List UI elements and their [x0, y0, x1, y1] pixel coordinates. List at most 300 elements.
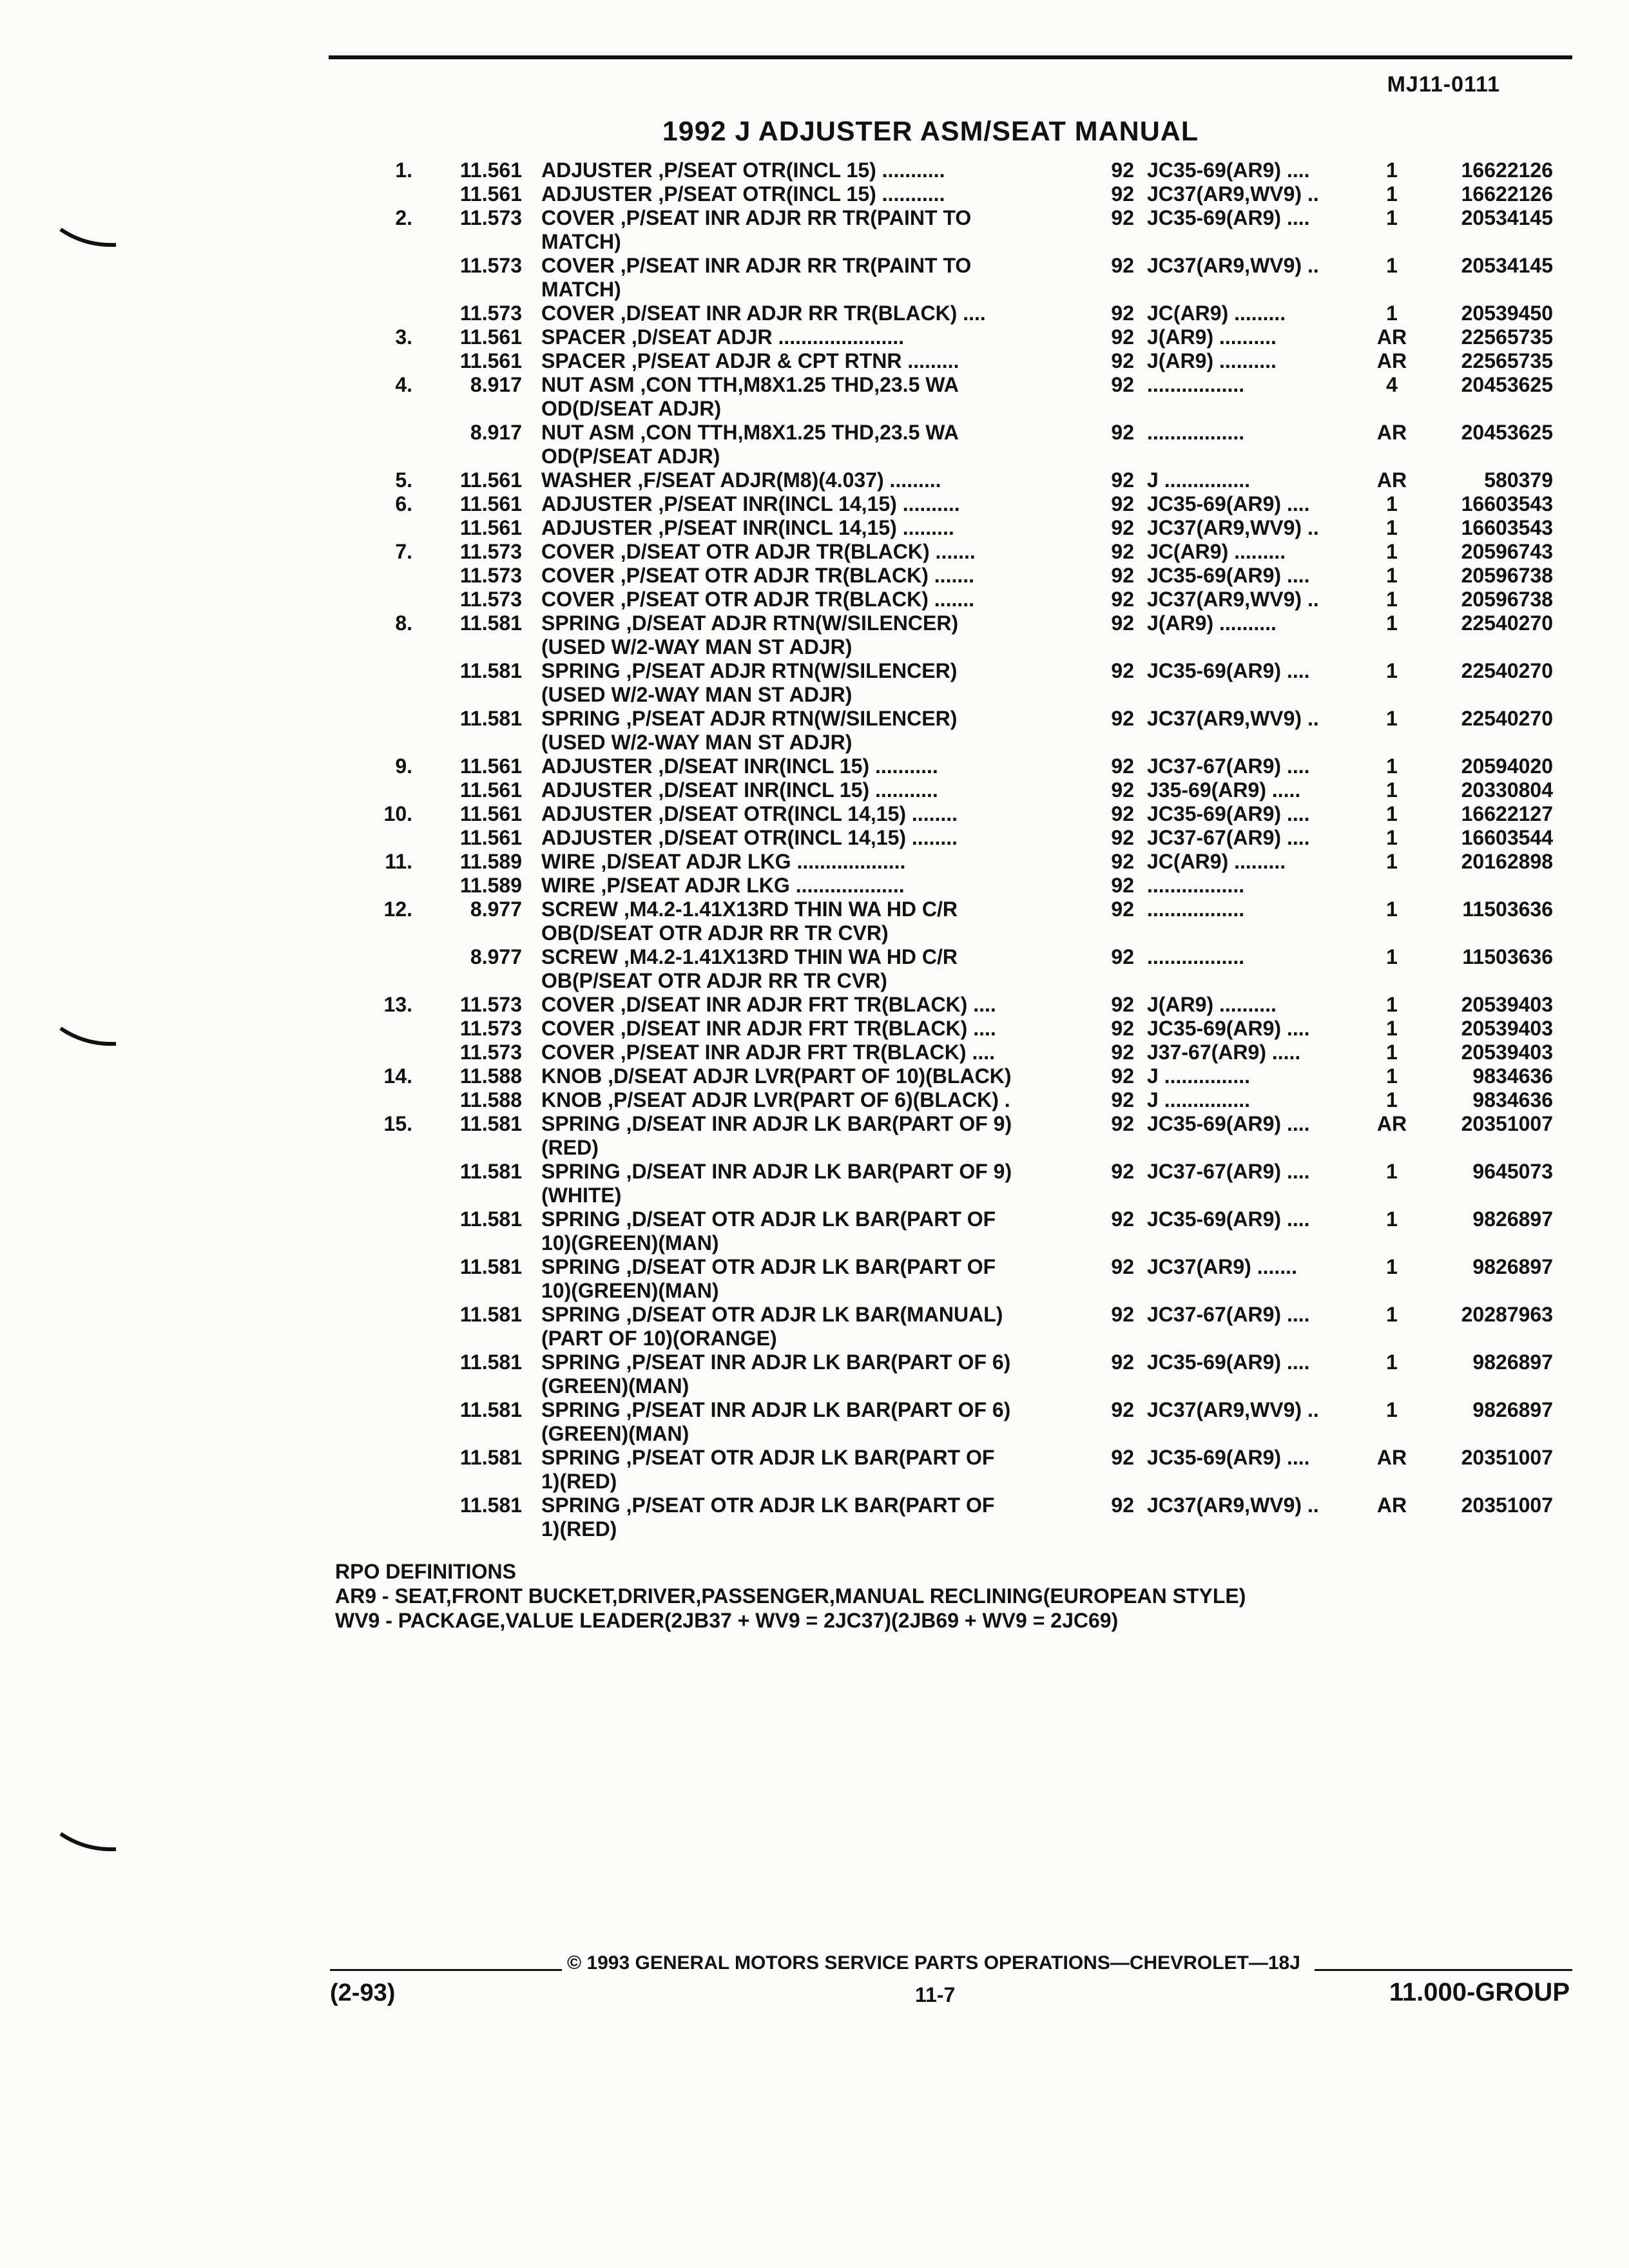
- part-name: SPRING: [541, 611, 621, 635]
- part-name: WIRE: [541, 874, 595, 897]
- footer-copyright: © 1993 GENERAL MOTORS SERVICE PARTS OPERATIONS—CHEVROLET—18J: [567, 1952, 1300, 1974]
- part-number: 16622126: [1461, 182, 1553, 206]
- quantity: 1: [1386, 254, 1398, 277]
- quantity: 1: [1386, 826, 1398, 849]
- part-number: 9826897: [1472, 1207, 1553, 1231]
- parts-table: [354, 159, 1553, 1541]
- part-desc-text: ,P/SEAT OTR ADJR LK BAR(PART OF: [626, 1446, 995, 1469]
- group-number: 8.917: [470, 421, 522, 444]
- part-number: 20596738: [1461, 564, 1553, 587]
- part-name: WIRE: [541, 850, 595, 873]
- part-desc-text: ,P/SEAT ADJR & CPT RTNR .........: [631, 349, 959, 372]
- table-row: [354, 421, 1553, 468]
- quantity: 4: [1386, 373, 1398, 396]
- table-row: [354, 1088, 1553, 1112]
- part-desc-text: ,P/SEAT ADJR RTN(W/SILENCER): [626, 659, 958, 682]
- group-number: 8.977: [470, 945, 522, 968]
- document-id: MJ11-0111: [1387, 72, 1500, 97]
- part-name: SPRING: [541, 1207, 621, 1231]
- group-number: 11.588: [459, 1088, 522, 1111]
- model-year: 92: [1111, 1041, 1134, 1064]
- quantity: 1: [1386, 516, 1398, 539]
- part-name: SPRING: [541, 659, 621, 682]
- part-desc-text: ,D/SEAT INR ADJR RR TR(BLACK) ....: [620, 302, 986, 325]
- quantity: 1: [1386, 1303, 1398, 1326]
- model-year: 92: [1111, 802, 1134, 825]
- group-number: 11.561: [459, 492, 522, 515]
- group-number: 11.573: [459, 540, 522, 563]
- model-year: 92: [1111, 1350, 1134, 1374]
- description-continuation: 1)(RED): [541, 1470, 617, 1493]
- group-number: 11.561: [459, 468, 522, 492]
- group-number: 11.581: [459, 1494, 522, 1517]
- table-row: [354, 659, 1553, 707]
- group-number: 11.581: [459, 1398, 522, 1421]
- part-desc-text: ,P/SEAT INR ADJR RR TR(PAINT TO: [620, 254, 972, 277]
- model-year: 92: [1111, 945, 1134, 968]
- quantity: 1: [1386, 492, 1398, 515]
- model-code: JC37-67(AR9) ....: [1147, 826, 1310, 849]
- model-code: JC35-69(AR9) ....: [1147, 1112, 1310, 1135]
- model-year: 92: [1111, 302, 1134, 325]
- quantity: 1: [1386, 659, 1398, 682]
- quantity: 1: [1386, 945, 1398, 968]
- group-number: 11.573: [459, 588, 522, 611]
- table-row: [354, 516, 1553, 540]
- quantity: AR: [1376, 1446, 1407, 1469]
- description-continuation: OD(D/SEAT ADJR): [541, 397, 722, 420]
- model-code: J(AR9) ..........: [1147, 349, 1277, 372]
- model-year: 92: [1111, 1088, 1134, 1111]
- part-desc-text: ,D/SEAT INR ADJR LK BAR(PART OF 9): [626, 1160, 1012, 1183]
- model-year: 92: [1111, 1446, 1134, 1469]
- model-code: JC35-69(AR9) ....: [1147, 206, 1310, 229]
- model-code: .................: [1147, 898, 1245, 921]
- part-number: 9645073: [1472, 1160, 1553, 1183]
- group-number: 11.573: [459, 993, 522, 1016]
- description-continuation: MATCH): [541, 278, 621, 301]
- part-desc-text: ,D/SEAT INR(INCL 15) ...........: [658, 778, 938, 802]
- model-year: 92: [1111, 516, 1134, 539]
- part-name: SPRING: [541, 1303, 621, 1326]
- table-row: [354, 1446, 1553, 1494]
- quantity: 1: [1386, 564, 1398, 587]
- quantity: 1: [1386, 802, 1398, 825]
- part-name: ADJUSTER: [541, 159, 653, 182]
- part-name: COVER: [541, 302, 615, 325]
- model-code: JC35-69(AR9) ....: [1147, 1350, 1310, 1374]
- model-code: JC37(AR9) .......: [1147, 1255, 1297, 1278]
- group-number: 11.581: [459, 1255, 522, 1278]
- part-number: 20287963: [1461, 1303, 1553, 1326]
- table-row: [354, 850, 1553, 874]
- model-year: 92: [1111, 325, 1134, 349]
- quantity: 1: [1386, 1064, 1398, 1088]
- description-continuation: OB(P/SEAT OTR ADJR RR TR CVR): [541, 969, 887, 992]
- rpo-definitions: [335, 1559, 1246, 1633]
- part-desc-text: ,D/SEAT OTR ADJR LK BAR(MANUAL): [626, 1303, 1003, 1326]
- item-number: 15.: [383, 1112, 412, 1135]
- table-row: [354, 588, 1553, 611]
- table-row: [354, 1207, 1553, 1255]
- description-continuation: (PART OF 10)(ORANGE): [541, 1327, 777, 1350]
- model-year: 92: [1111, 898, 1134, 921]
- model-code: JC35-69(AR9) ....: [1147, 159, 1310, 182]
- part-number: 20351007: [1461, 1112, 1553, 1135]
- group-number: 11.581: [459, 1207, 522, 1231]
- model-year: 92: [1111, 182, 1134, 206]
- group-number: 11.581: [459, 1446, 522, 1469]
- part-name: COVER: [541, 1017, 615, 1040]
- part-name: WASHER: [541, 468, 632, 492]
- footer-date-code: (2-93): [330, 1979, 396, 2006]
- model-code: J ...............: [1147, 1064, 1251, 1088]
- model-code: J(AR9) ..........: [1147, 993, 1277, 1016]
- binder-hole-mark: [59, 1024, 117, 1050]
- quantity: 1: [1386, 206, 1398, 229]
- quantity: 1: [1386, 850, 1398, 873]
- part-name: NUT ASM: [541, 373, 635, 396]
- item-number: 3.: [395, 325, 412, 349]
- model-year: 92: [1111, 492, 1134, 515]
- table-row: [354, 802, 1553, 826]
- table-row: [354, 1398, 1553, 1446]
- group-number: 11.561: [459, 802, 522, 825]
- part-name: SPRING: [541, 1160, 621, 1183]
- model-code: J(AR9) ..........: [1147, 325, 1277, 349]
- part-desc-text: ,D/SEAT OTR(INCL 14,15) ........: [658, 826, 958, 849]
- part-desc-text: ,P/SEAT OTR ADJR TR(BLACK) .......: [620, 564, 975, 587]
- rpo-line: AR9 - SEAT,FRONT BUCKET,DRIVER,PASSENGER,MANUAL RECLINING(EUROPEAN STYLE): [335, 1584, 1246, 1608]
- part-number: 11503636: [1462, 945, 1553, 968]
- item-number: 12.: [383, 898, 412, 921]
- model-year: 92: [1111, 707, 1134, 730]
- model-year: 92: [1111, 1017, 1134, 1040]
- part-number: 20539403: [1461, 993, 1553, 1016]
- part-desc-text: ,D/SEAT ADJR RTN(W/SILENCER): [626, 611, 959, 635]
- part-name: SPACER: [541, 325, 626, 349]
- part-name: COVER: [541, 564, 615, 587]
- part-desc-text: ,P/SEAT INR ADJR RR TR(PAINT TO: [620, 206, 972, 229]
- top-rule: [329, 55, 1572, 59]
- description-continuation: 1)(RED): [541, 1517, 617, 1541]
- group-number: 11.589: [459, 874, 522, 897]
- group-number: 11.561: [459, 159, 522, 182]
- quantity: 1: [1386, 1350, 1398, 1374]
- model-code: JC35-69(AR9) ....: [1147, 659, 1310, 682]
- model-year: 92: [1111, 206, 1134, 229]
- group-number: 8.917: [470, 373, 522, 396]
- table-row: [354, 1350, 1553, 1398]
- part-desc-text: ,D/SEAT OTR ADJR LK BAR(PART OF: [626, 1207, 996, 1231]
- quantity: AR: [1376, 468, 1407, 492]
- quantity: AR: [1376, 325, 1407, 349]
- part-name: ADJUSTER: [541, 516, 653, 539]
- group-number: 11.573: [459, 564, 522, 587]
- description-continuation: (USED W/2-WAY MAN ST ADJR): [541, 683, 853, 706]
- model-year: 92: [1111, 874, 1134, 897]
- part-name: SPRING: [541, 707, 621, 730]
- part-number: 20539450: [1461, 302, 1553, 325]
- part-number: 20351007: [1461, 1494, 1553, 1517]
- table-row: [354, 540, 1553, 564]
- part-number: 20351007: [1461, 1446, 1553, 1469]
- table-row: [354, 492, 1553, 516]
- quantity: 1: [1386, 302, 1398, 325]
- group-number: 11.573: [459, 1017, 522, 1040]
- table-row: [354, 349, 1553, 373]
- table-row: [354, 1255, 1553, 1303]
- group-number: 11.561: [459, 325, 522, 349]
- part-desc-text: ,D/SEAT OTR(INCL 14,15) ........: [658, 802, 958, 825]
- quantity: 1: [1386, 898, 1398, 921]
- part-number: 20596738: [1461, 588, 1553, 611]
- part-desc-text: ,P/SEAT ADJR RTN(W/SILENCER): [626, 707, 958, 730]
- part-desc-text: ,D/SEAT INR ADJR LK BAR(PART OF 9): [626, 1112, 1012, 1135]
- model-code: JC37-67(AR9) ....: [1147, 1303, 1310, 1326]
- model-code: JC35-69(AR9) ....: [1147, 802, 1310, 825]
- group-number: 11.581: [459, 1112, 522, 1135]
- part-number: 22565735: [1461, 349, 1553, 372]
- model-year: 92: [1111, 1303, 1134, 1326]
- item-number: 7.: [395, 540, 412, 563]
- model-year: 92: [1111, 1494, 1134, 1517]
- part-desc-text: ,D/SEAT INR ADJR FRT TR(BLACK) ....: [620, 993, 996, 1016]
- part-number: 20162898: [1461, 850, 1553, 873]
- part-name: COVER: [541, 993, 615, 1016]
- model-code: JC35-69(AR9) ....: [1147, 492, 1310, 515]
- part-number: 22540270: [1461, 707, 1553, 730]
- group-number: 11.573: [459, 206, 522, 229]
- model-code: .................: [1147, 421, 1245, 444]
- model-code: JC35-69(AR9) ....: [1147, 564, 1310, 587]
- quantity: 1: [1386, 993, 1398, 1016]
- part-desc-text: ,D/SEAT OTR ADJR LK BAR(PART OF: [626, 1255, 996, 1278]
- model-code: .................: [1147, 945, 1245, 968]
- part-desc-text: ,P/SEAT OTR ADJR LK BAR(PART OF: [626, 1494, 995, 1517]
- quantity: 1: [1386, 707, 1398, 730]
- model-code: .................: [1147, 874, 1245, 897]
- quantity: 1: [1386, 1398, 1398, 1421]
- part-number: 9834636: [1472, 1064, 1553, 1088]
- part-number: 9826897: [1472, 1255, 1553, 1278]
- model-code: JC37(AR9,WV9) ..: [1147, 1398, 1319, 1421]
- page-title: [0, 116, 1629, 148]
- part-name: ADJUSTER: [541, 778, 653, 802]
- table-row: [354, 754, 1553, 778]
- model-year: 92: [1111, 1112, 1134, 1135]
- part-number: 16603543: [1461, 516, 1553, 539]
- model-year: 92: [1111, 1064, 1134, 1088]
- part-desc-text: ,D/SEAT ADJR ......................: [631, 325, 905, 349]
- part-number: 16603543: [1461, 492, 1553, 515]
- part-name: ADJUSTER: [541, 492, 653, 515]
- part-desc-text: ,D/SEAT INR(INCL 15) ...........: [658, 754, 938, 778]
- part-desc-text: ,D/SEAT INR ADJR FRT TR(BLACK) ....: [620, 1017, 996, 1040]
- model-code: JC35-69(AR9) ....: [1147, 1446, 1310, 1469]
- quantity: 1: [1386, 1160, 1398, 1183]
- group-number: 11.581: [459, 1350, 522, 1374]
- table-row: [354, 1303, 1553, 1350]
- table-row: [354, 1494, 1553, 1541]
- model-year: 92: [1111, 1160, 1134, 1183]
- quantity: AR: [1376, 349, 1407, 372]
- part-desc-text: ,D/SEAT OTR ADJR TR(BLACK) .......: [620, 540, 976, 563]
- item-number: 14.: [383, 1064, 412, 1088]
- model-year: 92: [1111, 611, 1134, 635]
- part-desc-text: ,P/SEAT INR ADJR FRT TR(BLACK) ....: [620, 1041, 995, 1064]
- quantity: 1: [1386, 540, 1398, 563]
- part-number: 20534145: [1461, 254, 1553, 277]
- part-desc-text: ,P/SEAT OTR(INCL 15) ...........: [658, 182, 945, 206]
- part-desc-text: ,P/SEAT ADJR LKG ...................: [601, 874, 905, 897]
- description-continuation: (USED W/2-WAY MAN ST ADJR): [541, 635, 853, 658]
- binder-hole-mark: [59, 226, 117, 251]
- table-row: [354, 707, 1553, 754]
- footer-rule-right: [1315, 1969, 1572, 1971]
- part-name: SCREW: [541, 898, 619, 921]
- model-year: 92: [1111, 588, 1134, 611]
- model-year: 92: [1111, 1255, 1134, 1278]
- group-number: 11.581: [459, 611, 522, 635]
- part-desc-text: ,CON TTH,M8X1.25 THD,23.5 WA: [640, 373, 959, 396]
- model-code: .................: [1147, 373, 1245, 396]
- model-year: 92: [1111, 1398, 1134, 1421]
- model-year: 92: [1111, 826, 1134, 849]
- group-number: 11.561: [459, 182, 522, 206]
- rpo-heading: RPO DEFINITIONS: [335, 1560, 516, 1583]
- description-continuation: OB(D/SEAT OTR ADJR RR TR CVR): [541, 921, 889, 945]
- footer-group: 11.000-GROUP: [1389, 1978, 1570, 2006]
- rpo-line: WV9 - PACKAGE,VALUE LEADER(2JB37 + WV9 = 2JC37)(2JB69 + WV9 = 2JC69): [335, 1609, 1119, 1632]
- group-number: 11.588: [459, 1064, 522, 1088]
- table-row: [354, 778, 1553, 802]
- part-desc-text: ,P/SEAT OTR ADJR TR(BLACK) .......: [620, 588, 975, 611]
- table-row: [354, 182, 1553, 206]
- item-number: 13.: [383, 993, 412, 1016]
- model-year: 92: [1111, 254, 1134, 277]
- table-row: [354, 159, 1553, 182]
- part-desc-text: ,CON TTH,M8X1.25 THD,23.5 WA: [640, 421, 959, 444]
- quantity: 1: [1386, 1088, 1398, 1111]
- part-desc-text: ,M4.2-1.41X13RD THIN WA HD C/R: [624, 898, 958, 921]
- model-year: 92: [1111, 421, 1134, 444]
- part-name: COVER: [541, 540, 615, 563]
- table-row: [354, 945, 1553, 993]
- group-number: 11.581: [459, 707, 522, 730]
- model-code: JC37-67(AR9) ....: [1147, 1160, 1310, 1183]
- quantity: 1: [1386, 1207, 1398, 1231]
- part-number: 20594020: [1461, 754, 1553, 778]
- part-name: COVER: [541, 588, 615, 611]
- part-name: COVER: [541, 254, 615, 277]
- part-number: 20596743: [1461, 540, 1553, 563]
- table-row: [354, 1112, 1553, 1160]
- part-name: ADJUSTER: [541, 826, 653, 849]
- model-code: JC37(AR9,WV9) ..: [1147, 707, 1319, 730]
- part-desc-text: ,P/SEAT INR ADJR LK BAR(PART OF 6): [626, 1398, 1011, 1421]
- table-row: [354, 1017, 1553, 1041]
- model-code: JC(AR9) .........: [1147, 302, 1286, 325]
- quantity: AR: [1376, 421, 1407, 444]
- part-number: 16603544: [1461, 826, 1553, 849]
- item-number: 10.: [383, 802, 412, 825]
- part-number: 20539403: [1461, 1041, 1553, 1064]
- table-row: [354, 1064, 1553, 1088]
- part-desc-text: ,P/SEAT INR ADJR LK BAR(PART OF 6): [626, 1350, 1011, 1374]
- part-number: 9834636: [1472, 1088, 1553, 1111]
- quantity: AR: [1376, 1112, 1407, 1135]
- quantity: 1: [1386, 1041, 1398, 1064]
- group-number: 11.561: [459, 349, 522, 372]
- group-number: 11.561: [459, 754, 522, 778]
- model-code: JC35-69(AR9) ....: [1147, 1017, 1310, 1040]
- quantity: 1: [1386, 159, 1398, 182]
- table-row: [354, 302, 1553, 325]
- model-year: 92: [1111, 754, 1134, 778]
- model-code: J35-69(AR9) .....: [1147, 778, 1301, 802]
- part-desc-text: ,P/SEAT OTR(INCL 15) ...........: [658, 159, 945, 182]
- part-desc-text: ,D/SEAT ADJR LVR(PART OF 10)(BLACK): [608, 1064, 1012, 1088]
- footer-rule-left: [330, 1969, 562, 1971]
- model-code: JC37-67(AR9) ....: [1147, 754, 1310, 778]
- model-year: 92: [1111, 468, 1134, 492]
- part-name: ADJUSTER: [541, 182, 653, 206]
- part-name: SPRING: [541, 1446, 621, 1469]
- part-number: 20453625: [1461, 373, 1553, 396]
- part-name: NUT ASM: [541, 421, 635, 444]
- model-code: JC37(AR9,WV9) ..: [1147, 254, 1319, 277]
- model-code: J(AR9) ..........: [1147, 611, 1277, 635]
- model-year: 92: [1111, 1207, 1134, 1231]
- part-desc-text: ,P/SEAT INR(INCL 14,15) ..........: [658, 492, 960, 515]
- part-name: COVER: [541, 1041, 615, 1064]
- table-row: [354, 993, 1553, 1017]
- part-name: SPRING: [541, 1112, 621, 1135]
- model-year: 92: [1111, 349, 1134, 372]
- quantity: 1: [1386, 611, 1398, 635]
- part-desc-text: ,M4.2-1.41X13RD THIN WA HD C/R: [624, 945, 958, 968]
- item-number: 6.: [395, 492, 412, 515]
- item-number: 4.: [395, 373, 412, 396]
- quantity: 1: [1386, 1255, 1398, 1278]
- group-number: 11.561: [459, 826, 522, 849]
- description-continuation: MATCH): [541, 230, 621, 253]
- binder-hole-mark: [59, 1830, 117, 1856]
- table-row: [354, 325, 1553, 349]
- item-number: 2.: [395, 206, 412, 229]
- page-title-text: 1992 J ADJUSTER ASM/SEAT MANUAL: [662, 116, 1199, 147]
- model-code: J ...............: [1147, 1088, 1251, 1111]
- group-number: 11.589: [459, 850, 522, 873]
- table-row: [354, 468, 1553, 492]
- model-code: JC37(AR9,WV9) ..: [1147, 516, 1319, 539]
- item-number: 9.: [395, 754, 412, 778]
- part-number: 22565735: [1461, 325, 1553, 349]
- model-code: JC37(AR9,WV9) ..: [1147, 1494, 1319, 1517]
- model-year: 92: [1111, 373, 1134, 396]
- model-code: JC35-69(AR9) ....: [1147, 1207, 1310, 1231]
- footer-page-number: 11-7: [915, 1983, 956, 2006]
- part-number: 20330804: [1461, 778, 1553, 802]
- description-continuation: (GREEN)(MAN): [541, 1422, 689, 1445]
- part-name: SPRING: [541, 1398, 621, 1421]
- table-row: [354, 206, 1553, 254]
- part-name: KNOB: [541, 1064, 602, 1088]
- part-desc-text: ,F/SEAT ADJR(M8)(4.037) .........: [637, 468, 941, 492]
- model-code: JC(AR9) .........: [1147, 540, 1286, 563]
- model-year: 92: [1111, 850, 1134, 873]
